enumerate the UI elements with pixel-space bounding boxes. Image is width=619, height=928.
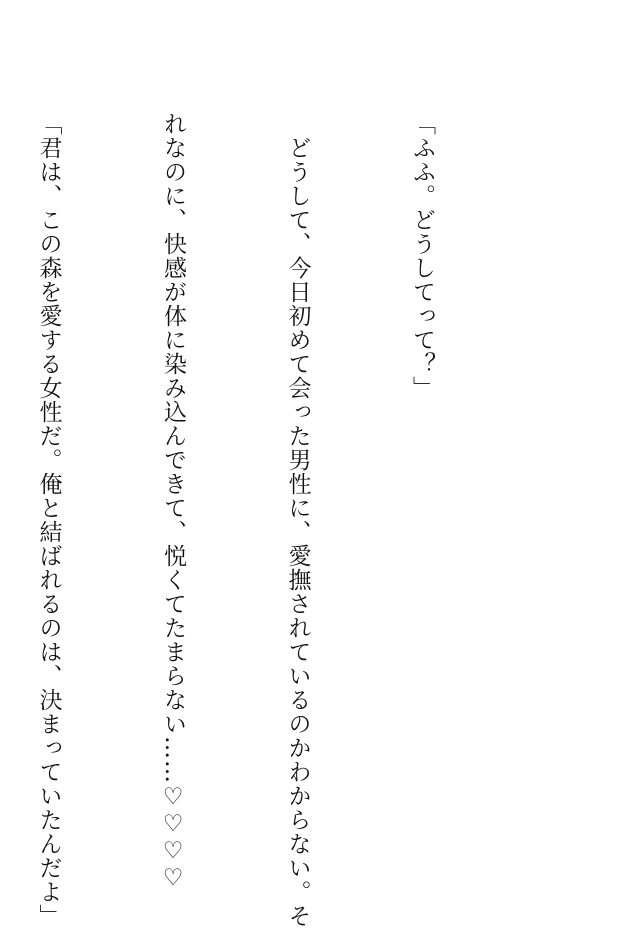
text-line: れなのに、快感が体に染み込んできて、悦くてたまらない……♡♡♡♡ xyxy=(160,112,186,892)
vertical-text-block xyxy=(0,112,525,928)
text-line: 「君は、この森を愛する女性だ。俺と結ばれるのは、決まっていたんだよ」 xyxy=(35,112,62,928)
text-line: 「ふふ。どうしてって？」 xyxy=(409,112,435,400)
text-line: どうして、今日初めて会った男性に、愛撫されているのかわからない。そ xyxy=(284,112,311,928)
